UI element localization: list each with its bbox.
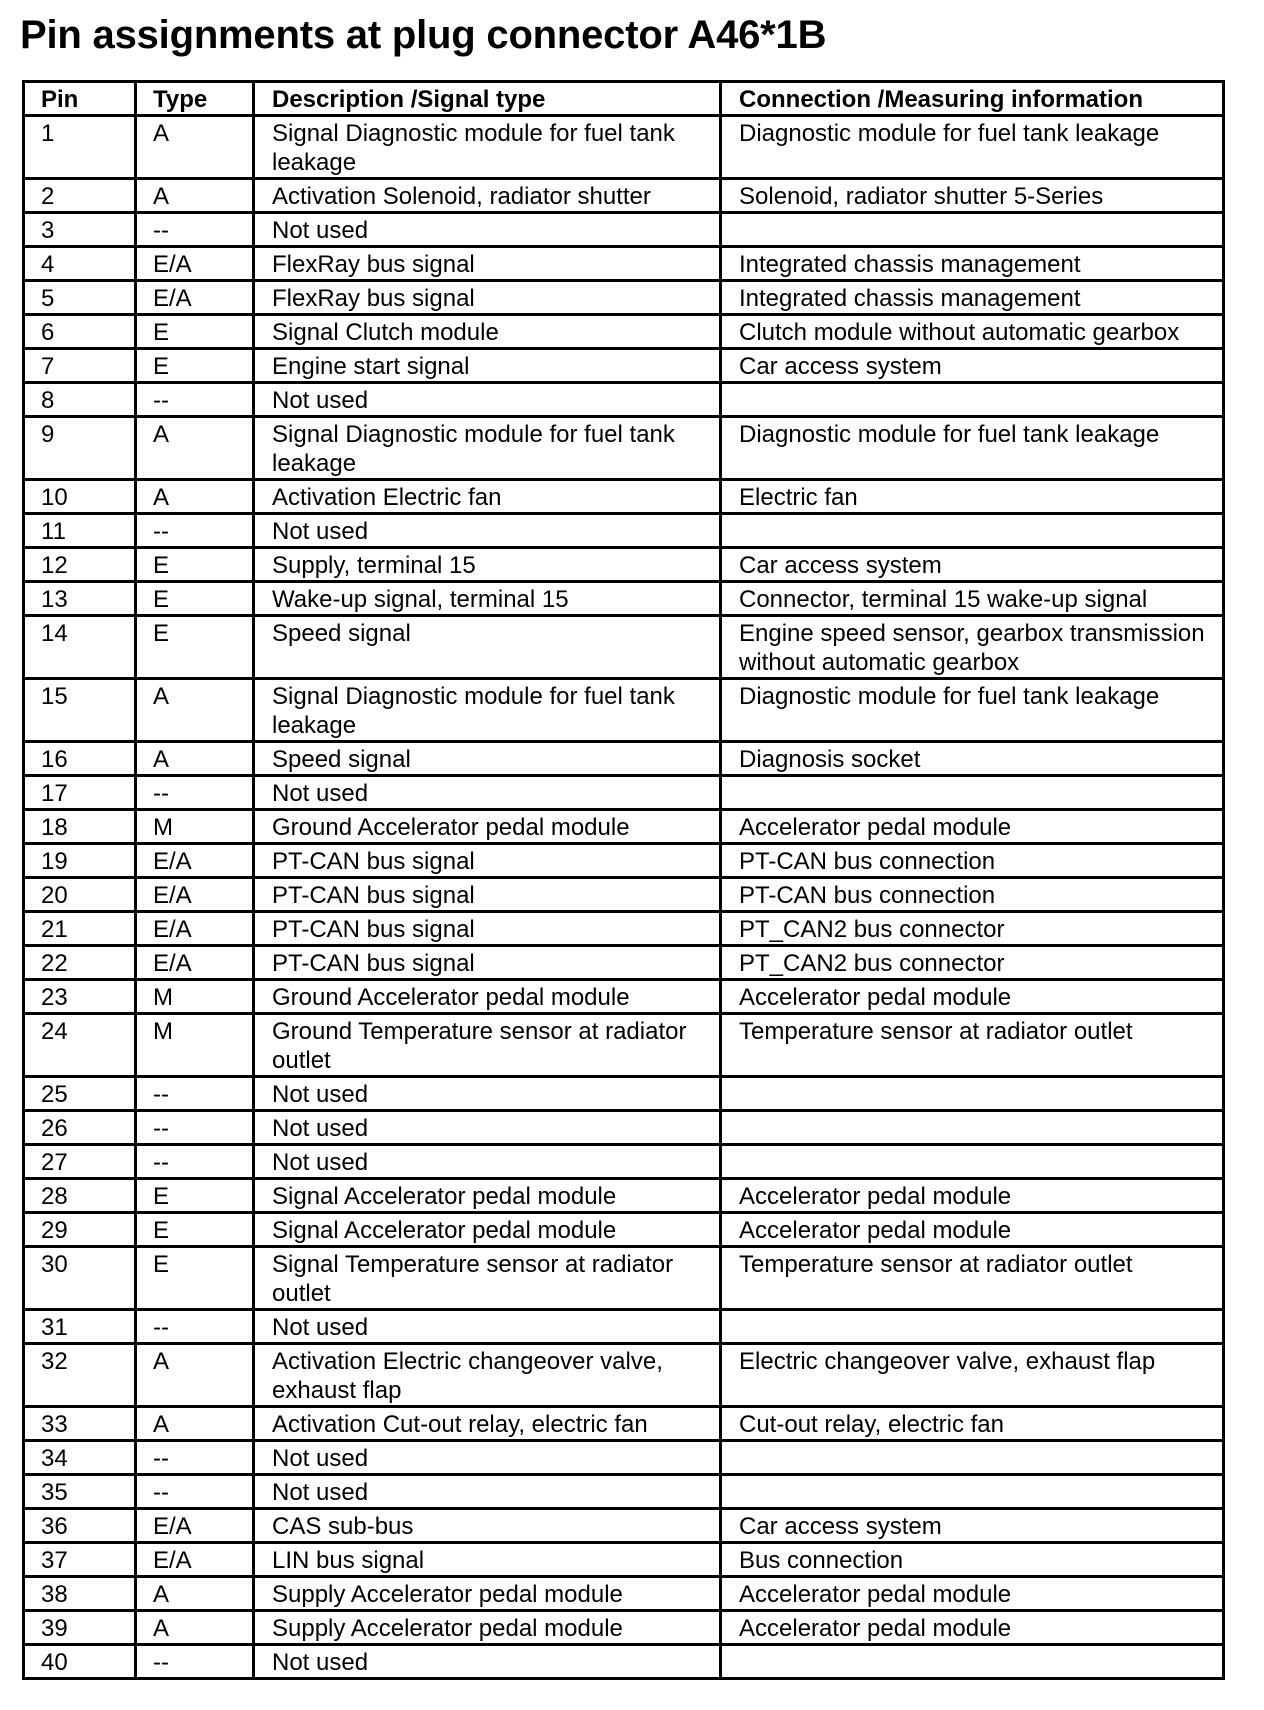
type-cell: E xyxy=(136,1247,254,1310)
table-row xyxy=(24,315,1224,349)
connection-cell: Diagnostic module for fuel tank leakage xyxy=(721,417,1224,480)
pin-cell: 11 xyxy=(24,514,136,548)
description-cell: Ground Accelerator pedal module xyxy=(254,980,721,1014)
connection-cell: Car access system xyxy=(721,349,1224,383)
page-title: Pin assignments at plug connector A46*1B xyxy=(20,13,827,57)
type-cell: E/A xyxy=(136,912,254,946)
connection-cell xyxy=(721,383,1224,417)
pin-cell: 10 xyxy=(24,480,136,514)
connection-cell xyxy=(721,1441,1224,1475)
table-row xyxy=(24,1509,1224,1543)
connection-cell xyxy=(721,514,1224,548)
description-cell: Not used xyxy=(254,1475,721,1509)
type-cell: E xyxy=(136,1213,254,1247)
type-cell: -- xyxy=(136,776,254,810)
description-cell: Ground Accelerator pedal module xyxy=(254,810,721,844)
pin-cell: 12 xyxy=(24,548,136,582)
type-cell: E/A xyxy=(136,844,254,878)
table-row xyxy=(24,1577,1224,1611)
connection-cell: Accelerator pedal module xyxy=(721,980,1224,1014)
type-cell: A xyxy=(136,1344,254,1407)
description-cell: Signal Diagnostic module for fuel tank leakage xyxy=(254,679,721,742)
pin-cell: 28 xyxy=(24,1179,136,1213)
connection-cell: Car access system xyxy=(721,548,1224,582)
description-cell: CAS sub-bus xyxy=(254,1509,721,1543)
pin-cell: 6 xyxy=(24,315,136,349)
table-row xyxy=(24,980,1224,1014)
pin-cell: 38 xyxy=(24,1577,136,1611)
description-cell: Wake-up signal, terminal 15 xyxy=(254,582,721,616)
connection-cell: Integrated chassis management xyxy=(721,247,1224,281)
type-cell: -- xyxy=(136,213,254,247)
type-cell: A xyxy=(136,1407,254,1441)
pin-cell: 30 xyxy=(24,1247,136,1310)
type-cell: -- xyxy=(136,1645,254,1679)
pin-cell: 13 xyxy=(24,582,136,616)
connection-cell: Diagnosis socket xyxy=(721,742,1224,776)
type-cell: A xyxy=(136,480,254,514)
connection-cell xyxy=(721,1077,1224,1111)
pin-cell: 32 xyxy=(24,1344,136,1407)
description-cell: PT-CAN bus signal xyxy=(254,878,721,912)
table-row xyxy=(24,946,1224,980)
table-row xyxy=(24,810,1224,844)
pin-cell: 40 xyxy=(24,1645,136,1679)
type-cell: E/A xyxy=(136,946,254,980)
connection-cell: Accelerator pedal module xyxy=(721,1577,1224,1611)
type-cell: -- xyxy=(136,1111,254,1145)
type-cell: M xyxy=(136,810,254,844)
pin-cell: 4 xyxy=(24,247,136,281)
table-row xyxy=(24,1247,1224,1310)
pin-cell: 7 xyxy=(24,349,136,383)
table-row xyxy=(24,844,1224,878)
pin-cell: 8 xyxy=(24,383,136,417)
description-cell: FlexRay bus signal xyxy=(254,247,721,281)
type-cell: -- xyxy=(136,1310,254,1344)
type-cell: A xyxy=(136,1611,254,1645)
table-row xyxy=(24,776,1224,810)
type-cell: -- xyxy=(136,1475,254,1509)
type-cell: E xyxy=(136,349,254,383)
type-cell: E xyxy=(136,548,254,582)
type-cell: A xyxy=(136,1577,254,1611)
pin-cell: 31 xyxy=(24,1310,136,1344)
description-cell: Not used xyxy=(254,514,721,548)
pin-cell: 21 xyxy=(24,912,136,946)
table-row xyxy=(24,179,1224,213)
pin-cell: 19 xyxy=(24,844,136,878)
type-cell: E xyxy=(136,315,254,349)
description-cell: Not used xyxy=(254,1310,721,1344)
connection-cell: PT-CAN bus connection xyxy=(721,844,1224,878)
type-cell: E xyxy=(136,616,254,679)
table-row xyxy=(24,912,1224,946)
connection-cell: PT_CAN2 bus connector xyxy=(721,912,1224,946)
description-cell: Signal Accelerator pedal module xyxy=(254,1213,721,1247)
table-row xyxy=(24,582,1224,616)
connection-cell: Clutch module without automatic gearbox xyxy=(721,315,1224,349)
type-cell: A xyxy=(136,742,254,776)
pin-cell: 17 xyxy=(24,776,136,810)
table-row xyxy=(24,1344,1224,1407)
pin-cell: 25 xyxy=(24,1077,136,1111)
description-cell: Supply Accelerator pedal module xyxy=(254,1611,721,1645)
header-type: Type xyxy=(136,82,254,116)
table-row xyxy=(24,480,1224,514)
connection-cell xyxy=(721,213,1224,247)
pin-cell: 35 xyxy=(24,1475,136,1509)
connection-cell: Diagnostic module for fuel tank leakage xyxy=(721,116,1224,179)
connection-cell: Temperature sensor at radiator outlet xyxy=(721,1014,1224,1077)
type-cell: M xyxy=(136,980,254,1014)
pin-cell: 37 xyxy=(24,1543,136,1577)
table-row xyxy=(24,878,1224,912)
pin-cell: 22 xyxy=(24,946,136,980)
type-cell: A xyxy=(136,179,254,213)
table-row xyxy=(24,116,1224,179)
connection-cell: Accelerator pedal module xyxy=(721,810,1224,844)
pin-cell: 24 xyxy=(24,1014,136,1077)
pin-cell: 39 xyxy=(24,1611,136,1645)
connection-cell xyxy=(721,1111,1224,1145)
table-row xyxy=(24,1645,1224,1679)
type-cell: -- xyxy=(136,1441,254,1475)
connection-cell: Accelerator pedal module xyxy=(721,1179,1224,1213)
pin-cell: 29 xyxy=(24,1213,136,1247)
connection-cell xyxy=(721,1475,1224,1509)
description-cell: Signal Diagnostic module for fuel tank leakage xyxy=(254,116,721,179)
connection-cell: Electric changeover valve, exhaust flap xyxy=(721,1344,1224,1407)
type-cell: A xyxy=(136,116,254,179)
pin-cell: 3 xyxy=(24,213,136,247)
description-cell: Supply Accelerator pedal module xyxy=(254,1577,721,1611)
connection-cell xyxy=(721,1310,1224,1344)
table-row xyxy=(24,1475,1224,1509)
pin-cell: 15 xyxy=(24,679,136,742)
connection-cell: Diagnostic module for fuel tank leakage xyxy=(721,679,1224,742)
description-cell: Not used xyxy=(254,1077,721,1111)
table-row xyxy=(24,281,1224,315)
description-cell: Activation Electric fan xyxy=(254,480,721,514)
description-cell: Signal Clutch module xyxy=(254,315,721,349)
description-cell: Not used xyxy=(254,1111,721,1145)
description-cell: Signal Accelerator pedal module xyxy=(254,1179,721,1213)
type-cell: A xyxy=(136,679,254,742)
table-body xyxy=(24,116,1224,1679)
type-cell: E xyxy=(136,1179,254,1213)
description-cell: Not used xyxy=(254,1645,721,1679)
connection-cell: Accelerator pedal module xyxy=(721,1611,1224,1645)
description-cell: FlexRay bus signal xyxy=(254,281,721,315)
pin-cell: 36 xyxy=(24,1509,136,1543)
table-row xyxy=(24,742,1224,776)
pin-cell: 33 xyxy=(24,1407,136,1441)
pin-cell: 9 xyxy=(24,417,136,480)
table-header-row xyxy=(24,82,1224,116)
type-cell: -- xyxy=(136,514,254,548)
pin-cell: 18 xyxy=(24,810,136,844)
type-cell: -- xyxy=(136,1077,254,1111)
table-row xyxy=(24,1310,1224,1344)
description-cell: Activation Cut-out relay, electric fan xyxy=(254,1407,721,1441)
table-row xyxy=(24,417,1224,480)
connection-cell xyxy=(721,776,1224,810)
pin-assignment-table xyxy=(22,80,1225,1680)
description-cell: Not used xyxy=(254,1145,721,1179)
connection-cell: Electric fan xyxy=(721,480,1224,514)
table-row xyxy=(24,349,1224,383)
type-cell: E/A xyxy=(136,247,254,281)
table-row xyxy=(24,1407,1224,1441)
connection-cell: Car access system xyxy=(721,1509,1224,1543)
type-cell: M xyxy=(136,1014,254,1077)
description-cell: Signal Diagnostic module for fuel tank leakage xyxy=(254,417,721,480)
connection-cell: Integrated chassis management xyxy=(721,281,1224,315)
connection-cell xyxy=(721,1645,1224,1679)
type-cell: -- xyxy=(136,383,254,417)
table-row xyxy=(24,1014,1224,1077)
table-row xyxy=(24,1179,1224,1213)
pin-cell: 5 xyxy=(24,281,136,315)
description-cell: Not used xyxy=(254,213,721,247)
connection-cell: Connector, terminal 15 wake-up signal xyxy=(721,582,1224,616)
description-cell: Signal Temperature sensor at radiator outlet xyxy=(254,1247,721,1310)
pin-cell: 20 xyxy=(24,878,136,912)
type-cell: -- xyxy=(136,1145,254,1179)
type-cell: E xyxy=(136,582,254,616)
description-cell: Speed signal xyxy=(254,616,721,679)
pin-cell: 14 xyxy=(24,616,136,679)
connection-cell: Bus connection xyxy=(721,1543,1224,1577)
description-cell: Speed signal xyxy=(254,742,721,776)
description-cell: Activation Electric changeover valve, exhaust flap xyxy=(254,1344,721,1407)
pin-cell: 16 xyxy=(24,742,136,776)
description-cell: PT-CAN bus signal xyxy=(254,912,721,946)
type-cell: E/A xyxy=(136,281,254,315)
header-description: Description /Signal type xyxy=(254,82,721,116)
table-row xyxy=(24,1111,1224,1145)
pin-cell: 1 xyxy=(24,116,136,179)
description-cell: PT-CAN bus signal xyxy=(254,946,721,980)
table-row xyxy=(24,1213,1224,1247)
connection-cell: PT-CAN bus connection xyxy=(721,878,1224,912)
connection-cell: Temperature sensor at radiator outlet xyxy=(721,1247,1224,1310)
pin-cell: 34 xyxy=(24,1441,136,1475)
type-cell: E/A xyxy=(136,878,254,912)
table-row xyxy=(24,1145,1224,1179)
description-cell: PT-CAN bus signal xyxy=(254,844,721,878)
table-row xyxy=(24,616,1224,679)
table-row xyxy=(24,548,1224,582)
pin-cell: 2 xyxy=(24,179,136,213)
description-cell: Not used xyxy=(254,776,721,810)
table-row xyxy=(24,1611,1224,1645)
pin-cell: 26 xyxy=(24,1111,136,1145)
table-row xyxy=(24,247,1224,281)
header-pin: Pin xyxy=(24,82,136,116)
description-cell: Not used xyxy=(254,383,721,417)
description-cell: Supply, terminal 15 xyxy=(254,548,721,582)
table-row xyxy=(24,1441,1224,1475)
table-row xyxy=(24,1077,1224,1111)
description-cell: Ground Temperature sensor at radiator outlet xyxy=(254,1014,721,1077)
description-cell: LIN bus signal xyxy=(254,1543,721,1577)
pin-cell: 27 xyxy=(24,1145,136,1179)
connection-cell xyxy=(721,1145,1224,1179)
connection-cell: Accelerator pedal module xyxy=(721,1213,1224,1247)
pin-cell: 23 xyxy=(24,980,136,1014)
table-row xyxy=(24,213,1224,247)
connection-cell: PT_CAN2 bus connector xyxy=(721,946,1224,980)
description-cell: Activation Solenoid, radiator shutter xyxy=(254,179,721,213)
type-cell: E/A xyxy=(136,1543,254,1577)
table-row xyxy=(24,679,1224,742)
type-cell: A xyxy=(136,417,254,480)
header-connection: Connection /Measuring information xyxy=(721,82,1224,116)
description-cell: Engine start signal xyxy=(254,349,721,383)
connection-cell: Engine speed sensor, gearbox transmission without automatic gearbox xyxy=(721,616,1224,679)
connection-cell: Solenoid, radiator shutter 5-Series xyxy=(721,179,1224,213)
table-row xyxy=(24,514,1224,548)
description-cell: Not used xyxy=(254,1441,721,1475)
table-row xyxy=(24,383,1224,417)
table-row xyxy=(24,1543,1224,1577)
connection-cell: Cut-out relay, electric fan xyxy=(721,1407,1224,1441)
type-cell: E/A xyxy=(136,1509,254,1543)
